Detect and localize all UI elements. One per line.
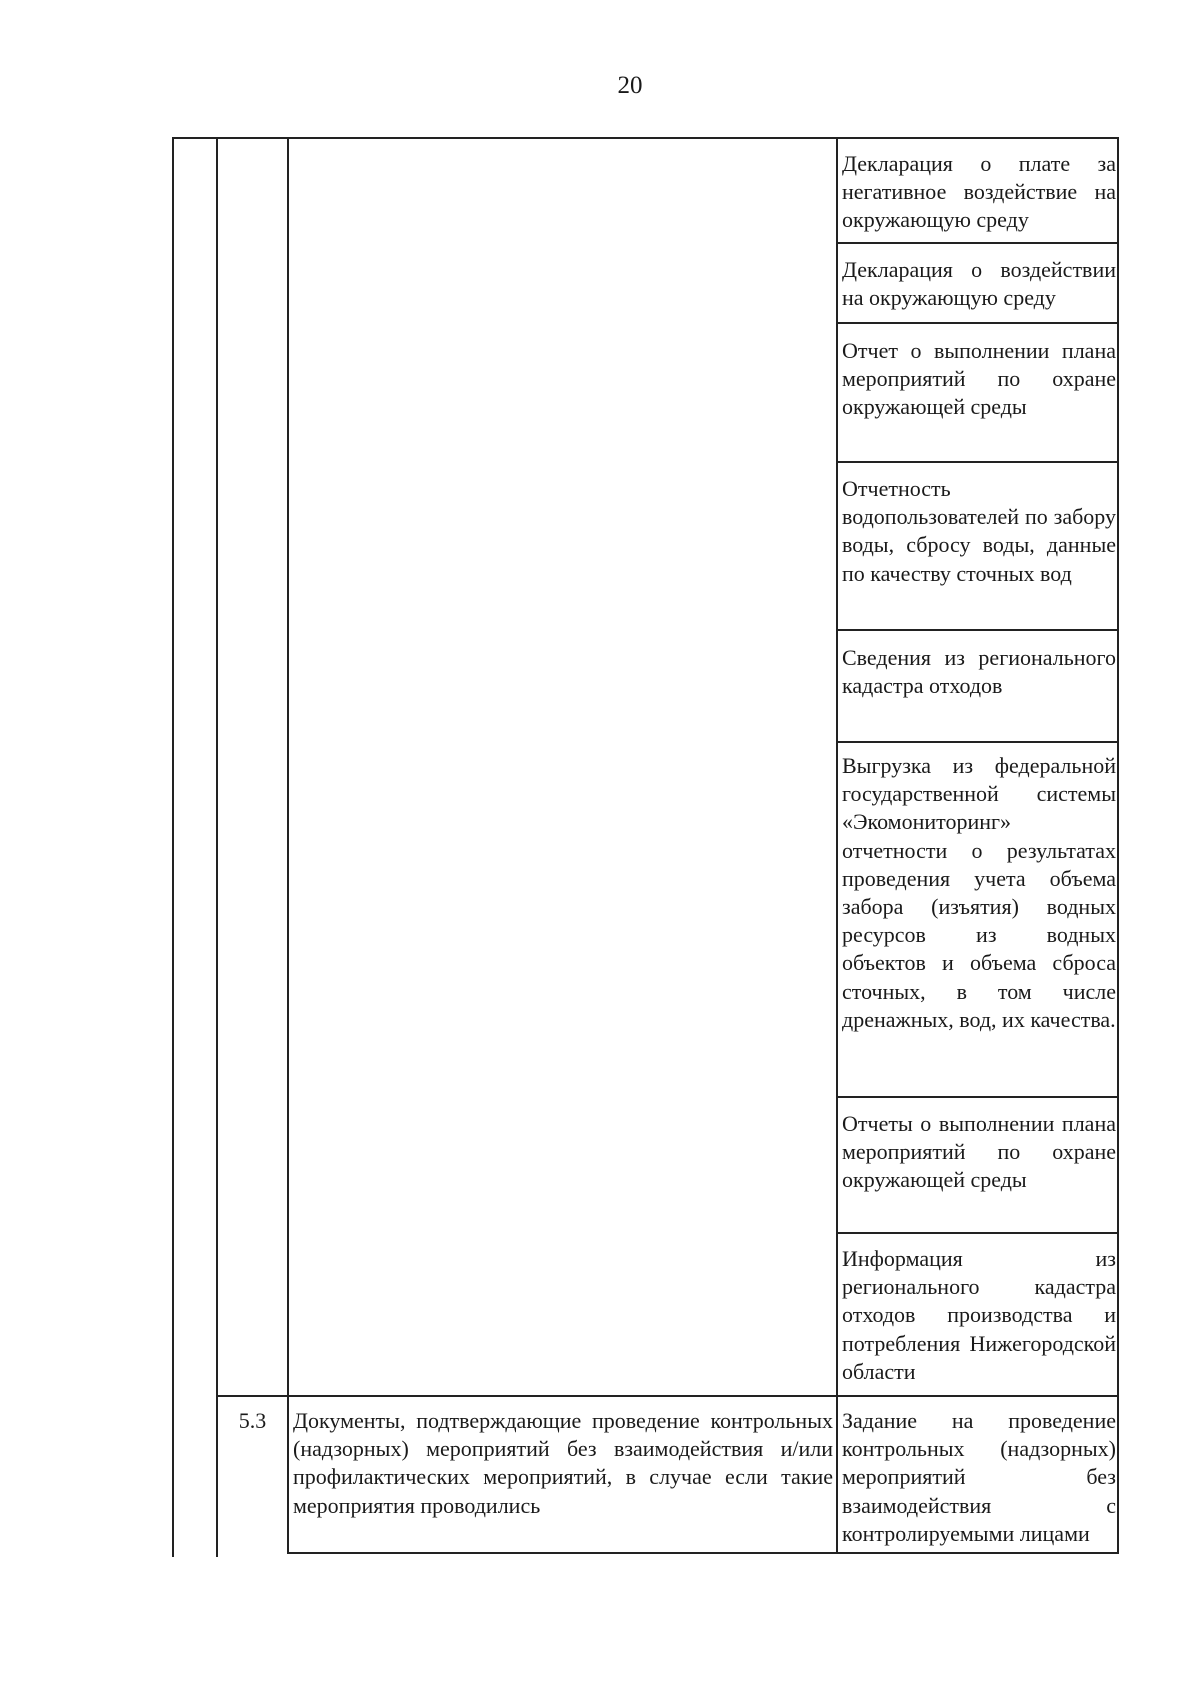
row-divider: [836, 629, 1119, 631]
table-cell-document: Информация из регионального кадастра отходов производства и потребления Нижегородской области: [842, 1246, 1116, 1384]
row-divider: [216, 1395, 1119, 1397]
table-cell-document: Декларация о воздействии на окружающую среду: [842, 257, 1116, 311]
column-divider-2: [287, 137, 289, 1553]
table-border-left: [172, 137, 174, 1557]
table-cell-document: Выгрузка из федеральной государственной системы «Экомониторинг» отчетности о результатах проведения учета объема забора (изъятия) водных ресурсов из водных объектов и объема сброса сточных, в том числе дренажных, вод, их качества.: [842, 753, 1116, 1032]
table-cell-document: Задание на проведение контрольных (надзорных) мероприятий без взаимодействия с контролируемыми лицами: [842, 1408, 1116, 1546]
table-cell-document: Отчет о выполнении плана мероприятий по охране окружающей среды: [842, 338, 1116, 420]
row-divider: [836, 741, 1119, 743]
row-divider: [287, 1552, 1119, 1554]
row-divider: [836, 242, 1119, 244]
row-divider: [836, 322, 1119, 324]
page-number: 20: [617, 72, 643, 99]
table-cell-document: Отчеты о выполнении плана мероприятий по охране окружающей среды: [842, 1111, 1116, 1193]
column-divider-1: [216, 137, 218, 1557]
row-divider: [836, 1232, 1119, 1234]
row-divider: [836, 461, 1119, 463]
table-cell-description: Документы, подтверждающие проведение контрольных (надзорных) мероприятий без взаимодействия и/или профилактических мероприятий, в случае если такие мероприятия проводились: [293, 1408, 833, 1518]
table-cell-document: Декларация о плате за негативное воздействие на окружающую среду: [842, 151, 1116, 233]
table-cell-document: Сведения из регионального кадастра отходов: [842, 645, 1116, 699]
table-border-top: [172, 137, 1119, 139]
row-number: 5.3: [238, 1408, 267, 1433]
table-cell-document: Отчетность водопользователей по забору воды, сбросу воды, данные по качеству сточных вод: [842, 476, 1116, 586]
row-divider: [836, 1096, 1119, 1098]
